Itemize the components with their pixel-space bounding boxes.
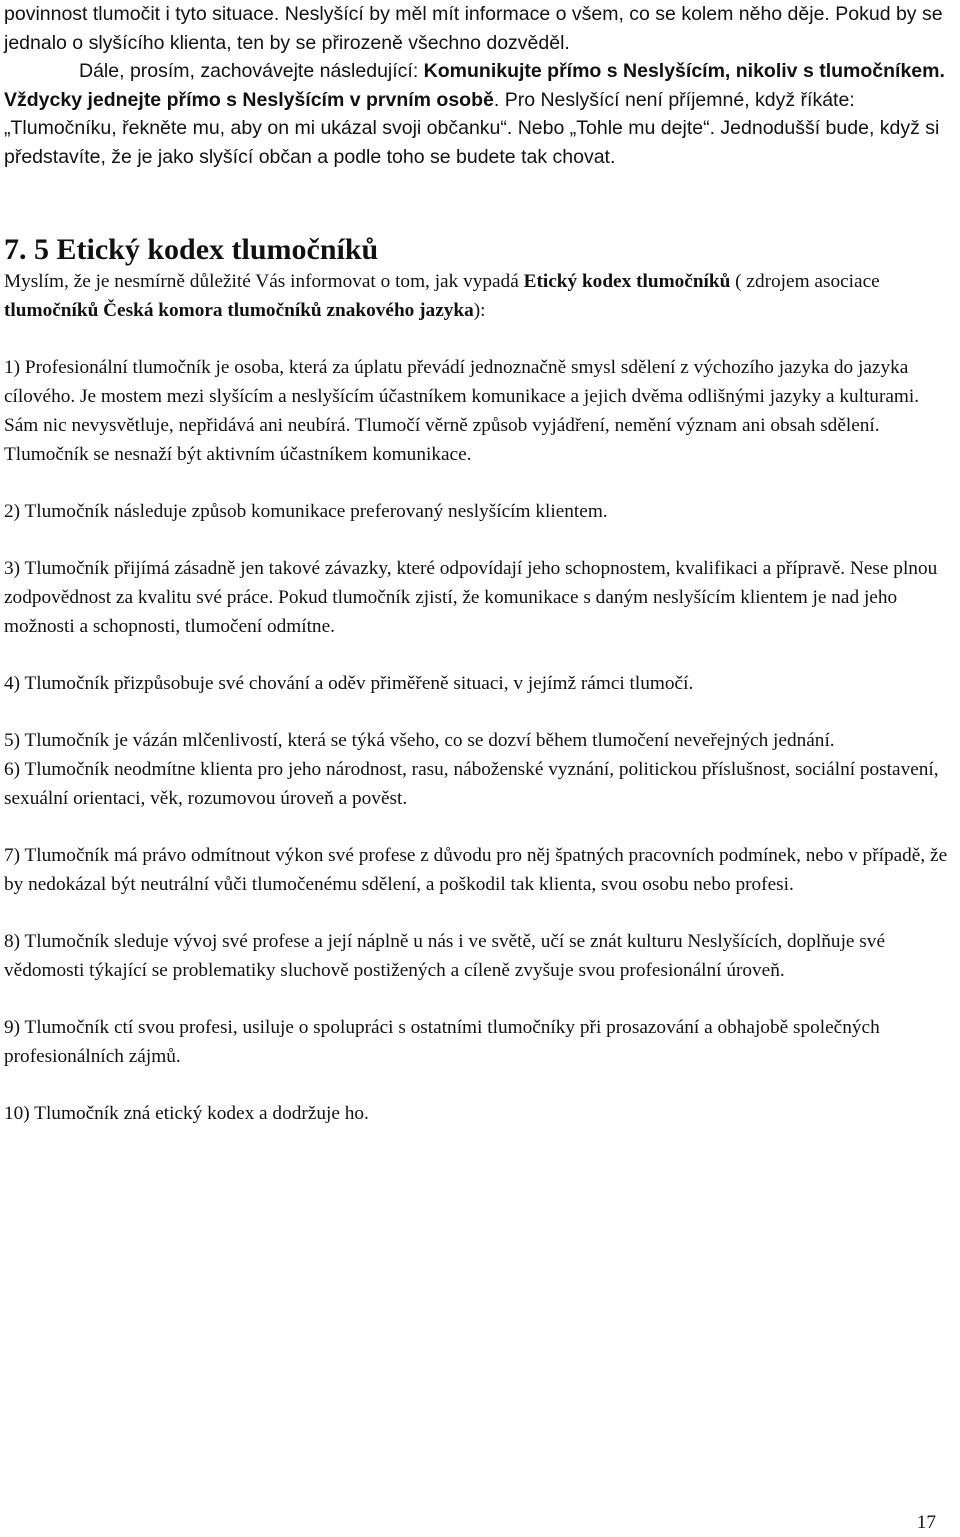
rule-3: 3) Tlumočník přijímá zásadně jen takové závazky, které odpovídají jeho schopnostem, kvalifikaci a přípravě. Nese plnou zodpovědnost za kvalitu své práce. Pokud tlumočník zjistí, že komunikace s daným neslyšícím klientem je nad jeho možnosti a schopnosti, tlumočení odmítne. (4, 558, 938, 637)
code-body (4, 267, 956, 1128)
rule-2: 2) Tlumočník následuje způsob komunikace preferovaný neslyšícím klientem. (4, 501, 608, 522)
intro-p2-text: Dále, prosím, zachovávejte následující: (79, 60, 424, 82)
rule-4: 4) Tlumočník přizpůsobuje své chování a oděv přiměřeně situaci, v jejímž rámci tlumočí. (4, 673, 694, 694)
page-number: 17 (916, 1512, 936, 1533)
rule-1: 1) Profesionální tlumočník je osoba, která za úplatu převádí jednoznačně smysl sdělení z výchozího jazyka do jazyka cílového. Je mostem mezi slyšícím a neslyšícím účastníkem komunikace a jejich dvěma odlišnými jazyky a kulturami. Sám nic nevysvětluje, nepřidává ani neubírá. Tlumočí věrně způsob vyjádření, nemění význam ani obsah sdělení. Tlumočník se nesnaží být aktivním účastníkem komunikace. (4, 357, 920, 465)
lead-bold-b: Etický kodex tlumočníků (523, 271, 731, 292)
lead-bold-d: tlumočníků Česká komora tlumočníků znakového jazyka (4, 300, 474, 321)
rule-10: 10) Tlumočník zná etický kodex a dodržuje ho. (4, 1103, 369, 1124)
lead-paragraph (4, 267, 956, 325)
rule-6: 6) Tlumočník neodmítne klienta pro jeho národnost, rasu, náboženské vyznání, politickou příslušnost, sociální postavení, sexuální orientaci, věk, rozumovou úroveň a pověst. (4, 759, 939, 809)
intro-p2-bold-2: Vždycky jednejte přímo s Neslyšícím v prvním osobě (4, 88, 494, 111)
intro-section (4, 0, 956, 171)
lead-text-c: ( zdrojem asociace (730, 271, 880, 292)
intro-p2-tail: . Pro Neslyšící není příjemné, když říkáte: „Tlumočníku, řekněte mu, aby on mi ukázal svoji občanku“. Nebo „Tohle mu dejte“. Jednodušší bude, když si představíte, že je jako slyšící občan a podle toho se budete tak chovat. (4, 88, 940, 168)
intro-paragraph-1: povinnost tlumočit i tyto situace. Neslyšící by měl mít informace o všem, co se kolem něho děje. Pokud by se jednalo o slyšícího klienta, ten by se přirozeně všechno dozvěděl. (4, 3, 943, 54)
rule-7: 7) Tlumočník má právo odmítnout výkon své profese z důvodu pro něj špatných pracovních podmínek, nebo v případě, že by nedokázal být neutrální vůči tlumočenému sdělení, a poškodil tak klienta, svou osobu nebo profesi. (4, 845, 948, 895)
section-heading: 7. 5 Etický kodex tlumočníků (4, 233, 379, 266)
lead-text-e: ): (473, 300, 486, 321)
rule-8: 8) Tlumočník sleduje vývoj své profese a její náplně u nás i ve světě, učí se znát kulturu Neslyšících, doplňuje své vědomosti týkající se problematiky sluchově postižených a cíleně zvyšuje svou profesionální úroveň. (4, 931, 886, 981)
intro-p2-bold-1: Komunikujte přímo s Neslyšícím, nikoliv s tlumočníkem. (423, 60, 945, 82)
rule-5: 5) Tlumočník je vázán mlčenlivostí, která se týká všeho, co se dozví během tlumočení neveřejných jednání. (4, 730, 835, 751)
intro-paragraph-2 (4, 57, 956, 171)
lead-text-a: Myslím, že je nesmírně důležité Vás informovat o tom, jak vypadá (4, 271, 524, 292)
rule-9: 9) Tlumočník ctí svou profesi, usiluje o spolupráci s ostatními tlumočníky při prosazování a obhajobě společných profesionálních zájmů. (4, 1017, 880, 1067)
